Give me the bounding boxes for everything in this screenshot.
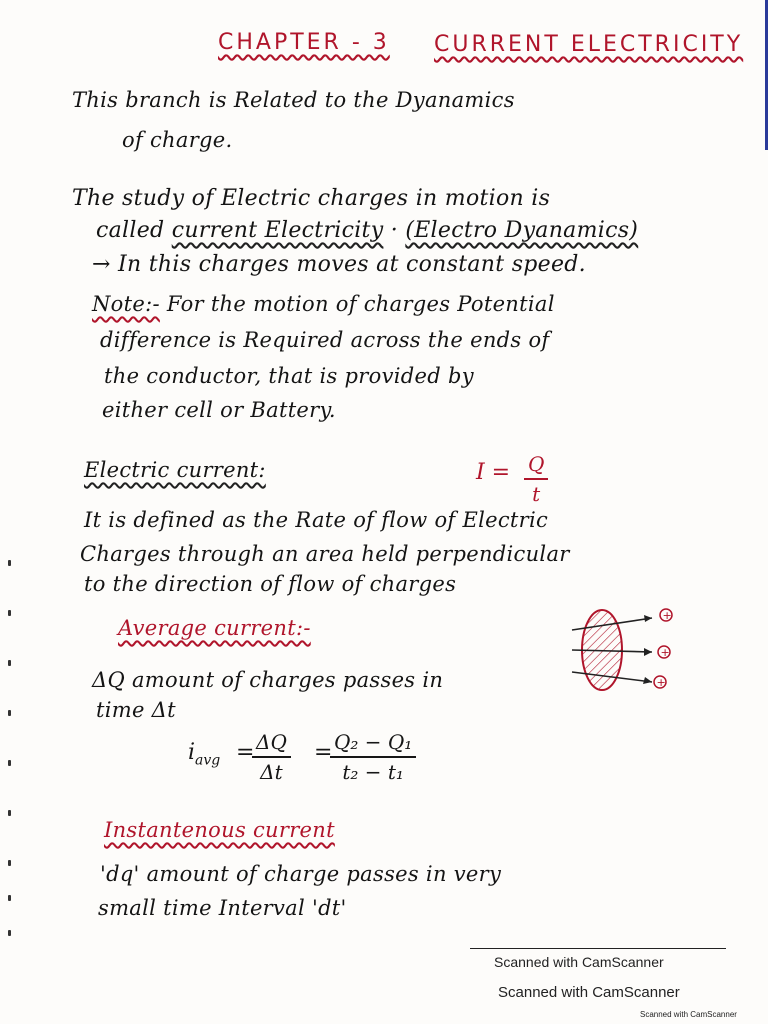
definition-term: current Electricity (171, 218, 384, 243)
current-formula-num: Q (524, 452, 548, 480)
avg-formula-den1: Δt (260, 760, 283, 784)
definition-called: called (96, 218, 165, 243)
avg-formula-i: i (188, 740, 196, 765)
current-formula-den: t (532, 482, 541, 506)
note-line-1 (92, 292, 555, 316)
instantaneous-current-title: Instantenous current (104, 818, 335, 842)
current-definition-text-1: It is defined as the Rate of flow of Electric (84, 508, 549, 532)
current-definition-line-2: Charges through an area held perpendicular (80, 542, 570, 566)
definition-alt-term: (Electro Dyanamics) (405, 218, 639, 243)
intro-line-2: of charge. (122, 128, 233, 152)
note-text-1: For the motion of charges Potential (166, 292, 555, 316)
avg-formula-eq2: = (314, 740, 333, 765)
avg-formula-frac1 (252, 730, 291, 784)
avg-formula-sub: avg (195, 752, 221, 769)
charge-1-sign: + (662, 609, 672, 622)
average-current-title: Average current:- (118, 616, 311, 640)
scan-watermark-1: Scanned with CamScanner (494, 954, 664, 970)
instantaneous-line-2: small time Interval 'dt' (98, 896, 347, 920)
avg-formula-num1: ΔQ (252, 730, 291, 758)
current-formula-fraction (524, 452, 548, 506)
avg-formula-den2: t₂ − t₁ (342, 760, 404, 784)
average-current-line-1: ΔQ amount of charges passes in (92, 668, 444, 692)
electric-current-title: Electric current: (84, 458, 266, 482)
charge-2-sign: + (660, 646, 670, 659)
avg-formula-num2: Q₂ − Q₁ (330, 730, 416, 758)
current-formula-lhs: I = (476, 460, 511, 485)
average-current-line-2: time Δt (96, 698, 176, 722)
chapter-number: CHAPTER - 3 (218, 30, 390, 55)
charge-3-sign: + (656, 676, 666, 689)
conductor-diagram (560, 600, 690, 700)
instantaneous-line-1: 'dq' amount of charge passes in very (100, 862, 502, 886)
avg-formula-eq1: = (236, 740, 255, 765)
avg-formula-frac2 (330, 730, 416, 784)
note-line-4: either cell or Battery. (102, 398, 336, 422)
footer-rule (470, 948, 726, 949)
binder-marks (8, 560, 14, 960)
avg-formula-lhs (188, 740, 220, 768)
chapter-title: CURRENT ELECTRICITY (434, 32, 744, 57)
scan-watermark-2: Scanned with CamScanner (498, 984, 680, 1001)
definition-line-3: → In this charges moves at constant speed. (92, 252, 586, 277)
note-label: Note:- (92, 292, 160, 316)
scan-watermark-3: Scanned with CamScanner (640, 1010, 737, 1019)
current-definition-line-1 (84, 508, 548, 532)
definition-line-2: called current Electricity · (Electro Dyanamics) (96, 218, 639, 243)
current-definition-line-3: to the direction of flow of charges (84, 572, 457, 596)
note-line-2: difference is Required across the ends of (100, 328, 550, 352)
note-line-3: the conductor, that is provided by (104, 364, 474, 388)
intro-line-1: This branch is Related to the Dyanamics (72, 88, 515, 112)
definition-line-1: The study of Electric charges in motion is (72, 186, 551, 211)
